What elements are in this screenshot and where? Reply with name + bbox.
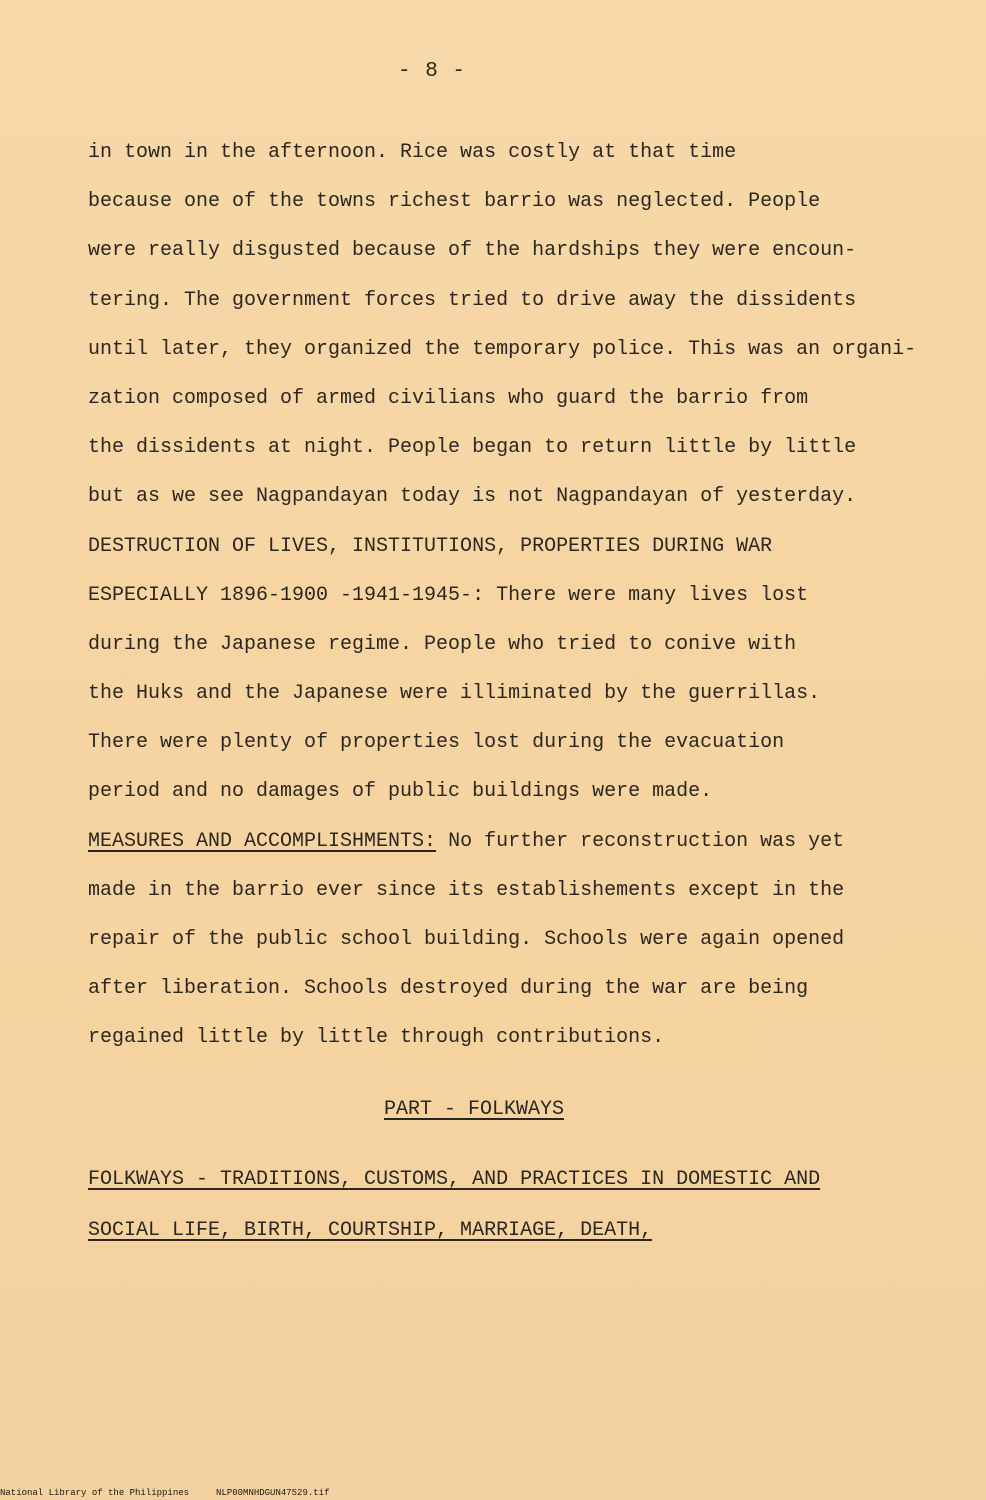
body-line: repair of the public school building. Schools were again opened [88, 928, 845, 951]
scan-footer [0, 1488, 329, 1498]
body-line: were really disgusted because of the hardships they were encoun- [88, 239, 857, 263]
body-line: regained little by little through contributions. [88, 1026, 665, 1050]
folkways-line [88, 1160, 948, 1211]
body-line: because one of the towns richest barrio was neglected. People [88, 190, 821, 214]
body-line: during the Japanese regime. People who tried to conive with [88, 632, 797, 656]
body-line: the dissidents at night. People began to return little by little [88, 436, 857, 460]
body-line: period and no damages of public buildings were made. [88, 780, 713, 804]
folkways-heading [88, 1160, 948, 1262]
body-line: tering. The government forces tried to drive away the dissidents [88, 288, 857, 312]
body-line: but as we see Nagpandayan today is not Nagpandayan of yesterday. [88, 485, 857, 509]
footer-library: National Library of the Philippines [0, 1488, 190, 1498]
part-heading-text: PART - FOLKWAYS [383, 1098, 565, 1121]
body-line: made in the barrio ever since its establishements except in the [88, 878, 845, 902]
measures-first-line: No further reconstruction was yet [448, 829, 845, 853]
folkways-line-text: FOLKWAYS - TRADITIONS, CUSTOMS, AND PRACTICES IN DOMESTIC AND [88, 1168, 821, 1191]
folkways-line-text: SOCIAL LIFE, BIRTH, COURTSHIP, MARRIAGE, DEATH, [88, 1219, 653, 1242]
body-line: DESTRUCTION OF LIVES, INSTITUTIONS, PROPERTIES DURING WAR [88, 534, 773, 558]
page-number: - 8 - [397, 60, 466, 83]
measures-heading: MEASURES AND ACCOMPLISHMENTS: [88, 829, 437, 853]
body-line: in town in the afternoon. Rice was costly at that time [88, 141, 737, 164]
body-line: the Huks and the Japanese were illiminated by the guerrillas. [88, 682, 821, 706]
folkways-line [88, 1211, 948, 1262]
body-line: until later, they organized the temporary police. This was an organi- [88, 337, 917, 361]
body-line: There were plenty of properties lost during the evacuation [88, 731, 785, 755]
measures-line [88, 822, 968, 871]
body-line: after liberation. Schools destroyed during the war are being [88, 977, 809, 1001]
footer-filename: NLP00MNHDGUN47529.tif [216, 1488, 330, 1498]
body-text [88, 133, 968, 1068]
body-line: ESPECIALLY 1896-1900 -1941-1945-: There were many lives lost [88, 583, 809, 607]
part-heading [0, 1090, 948, 1130]
body-line: zation composed of armed civilians who guard the barrio from [88, 386, 809, 410]
